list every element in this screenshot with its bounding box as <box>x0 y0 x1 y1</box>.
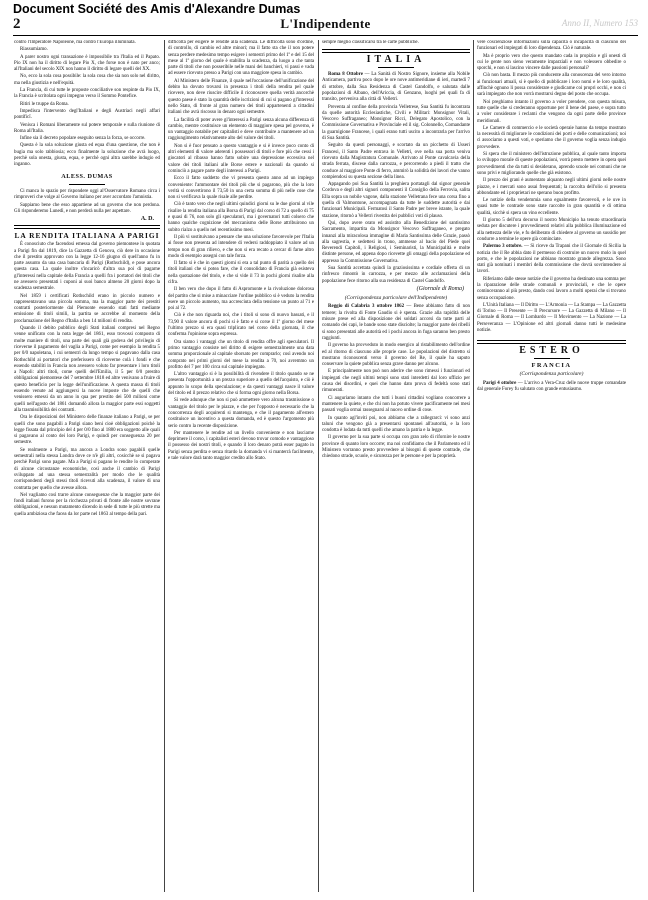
separator <box>534 358 570 359</box>
paragraph: Infine sia il decreto popolare eseguito senza la forza, se occorre. <box>20 136 146 142</box>
paragraph: Nel 1859 i certificati Rothschild erano in piccolo numero e rappresentavano una piccola somma, ma la maggior parte dei prestiti contratti posteriormente dal Piemonte essendo stati fatti mediante emissione di titoli simili, la partita se accrebbe al momento della proclamazione del Regno d'Italia a ben 14 milioni di rendita. <box>14 293 160 324</box>
paragraph: Ciò non basta. Il mezzo più conducente alla conoscenza del vero intorno ai funzionari attuali, si è quello di pubblicare i loro nomi e le loro qualità, affinchè ognuno li possa considerare e giudicarne coi propri occhi, e non ci sarà impiegato che non vorrà mostrarsi degno del posto che occupa. <box>477 73 626 98</box>
dispatch-text: — Bene abbiamo fatto di non temere; la rivolta di Fonte Gaudio si è spenta. Grazie alla rapidità delle misure prese ed alla disposizione dei soldati accorsi da tutte parti al comando dei capi, le bande sono state disciolte; la maggior parte dei ribelli si sono presentati alle autorità ed i pochi ancora in fuga saranno ben presto raggiunti. <box>322 304 470 341</box>
paragraph: Qui, dopo avere orato ed assistito alla Benedizione del santissimo Sacramento, impartita da Monsignor Vescovo Suffraganeo, e pregato innanzi alla miracolosa immagine di Maria Santissima delle Grazie, passò alla sagrestia, e sedettesi in trono, ammesse al bacio del Piede quei Reverendi Capitoli, i Religiosi, i Seminaristi, la Municipalità e molte distinte persone, ed appena dopo ricevette gli omaggi della popolazione ed appresso la Commissione Governativa. <box>322 220 470 264</box>
paragraph: Preventa al confine della provincia Velletrese, Sua Santità fu incontrata da quelle autorità Ecclesiastiche, Civili e Militari: Monsignor Vitali, Vescovo Suffraganeo; Monsignor Ricci, Delegato Apostolico, con la Commissione Governativa e Provinciale ed il sig. Colonnello, Comandante la guarnigione Francese, i quali erano tutti uscito a incontrarla per l'arrivo di Sua Santità. <box>322 104 470 142</box>
header-rule <box>13 35 638 36</box>
paragraph: Il governo ha provveduto in modo energico al ristabilimento dell'ordine ed al ritorno di ciascuno alle proprie case. Le popolazioni del distretto si mostrano riconoscenti verso il governo del Re, il quale ha saputo conservare la quiete pubblica senza grave danno per alcuno. <box>322 343 470 368</box>
paragraph: Ecco il fatto suddetto che vi presenta questo anno ad un impiego conveniente: l'ammontare dei titoli più che si pagarono, più che la loro verità si convertirono il 73,50 in una certa somma di più nelle cose che non si verificava la quale risale alle perdite. <box>168 176 314 201</box>
newspaper-title: L'Indipendente <box>280 16 371 31</box>
dispatch-text: — La Sanità di Nostro Signore, insieme alla Nobile Anticamera, partiva poco dopo le ore nove antimeridiane di ieri, martedì 7 di ottobre, dalla Sua Residenza di Castel Gandolfo, e salutata dalle popolazioni di Albano, dell'Ariccia, di Genzano, luoghi pei quali fa di transito, perveniva alla città di Velletri. <box>322 72 470 103</box>
article-signature: ALESS. DUMAS <box>61 172 113 180</box>
separator <box>378 67 414 68</box>
paragraph: Il governo per la sua parte si occupa con gran zelo di rifornire le nostre province di quanto loro occorre; ma noi confidiamo che il Parlamento ed il Ministero vorranno presto provvedere ai bisogni di queste contrade, che chiedono strade, scuole, e sicurezza per le persone e per la proprietà. <box>322 435 470 460</box>
column-2 <box>168 40 314 892</box>
paragraph: Il più vi sostituivano a pensare che una soluzione favorevole per l'Italia ai fosse non presenta ad intendere di vedersi raddoppiato il valore ad un tempo non di gran rilievo, e che non si era recato a cercar di farne altro modo di esempio assegni con tale forza. <box>168 234 314 259</box>
page-header <box>13 16 638 34</box>
ghost-date: Anno II, Numero 153 <box>561 18 638 28</box>
paragraph: contro l'Imperatore Napoleone, ma contro l'Europa illuminata. <box>14 40 136 45</box>
paragraph: Ciò è che non riguarda noi, che i titoli si sono di nuovo bassati, e il 73,90 il valore ancora di pochi si è fatto e si corse il 1º giorno del mese l'ultimo prezzo si era quasi triplicato nel corso della giornata, il che conferma l'opinione sopra espressa. <box>168 313 314 338</box>
paragraph: Noi preghiamo intanto il governo a voler prendere, con questa misura, tutte quelle che si crederanno opportune per il bene del paese, e sopra tutto a voler considerare i reclami che vengono da ogni parte delle province meridionali. <box>477 99 626 124</box>
paragraph: Nel vagliamo così trarre alcune conseguenze che la maggior parte dei fondi italiani furono per la ricchezza privati di fronte alle nostre sovrane obbligazioni, e nessun mutamento dicendo in sede di tutte le più strette ma quella ambiziosa che facea da lor parte nel 1863 al tempo della pari. <box>14 492 160 517</box>
paragraph: Riferiamo dalle stesse notizie che il governo ha destinato una somma per la riparazione delle strade comunali e provinciali, e che le opere cominceranno al più presto, dando così lavoro a molti operai che si trovano senza occupazione. <box>477 276 626 301</box>
paragraph: Ritiri le truppe da Roma. <box>20 101 69 107</box>
paragraph: La facilità di poter avere gl'interessi a Parigi senza alcuna differenza di cambio, mentre costituisce un elemento di maggiore spesa pel governo, è un vantaggio notabile per capitalisti e deve contribuire a mantenere ad un raggiungimento relativamente alto del valore dei titoli. <box>168 117 314 142</box>
paragraph: difficoltà per esigere le rendite alla scadenza. Le difficoltà sono d'ordine, di controllo, di cambio ed altre minori; ma il fatto sta che il non potere senza perdere medesimo tempo esigere i semestri primo del 1º e del 15 del mese al 1º giorno del quale è stabilita la scadenza, da luogo a che tanta parte di titoli che non posseribile nelle mani dei banchieri, vi passi e vada ad essere ricevuto presso a Parigi con una maggiore spesa in cambio. <box>168 40 314 77</box>
section-heading: LA RENDITA ITALIANA A PARIGI <box>14 230 160 240</box>
paragraph: Sua Santità accettata quindi la graziosissima e cordiale offerta di un rinfresco rimontò in carrozza, e per mezzo alle acclamazioni della popolazione fece ritorno alla sua residenza di Castel Gandolfo. <box>322 266 470 284</box>
paragraph: Le Camere di commercio e le società operaie hanno da tempo mostrato la necessità di migliorare le condizioni dei porti e delle comunicazioni; noi ci associamo a questi voti, e speriamo che il governo voglia senza indugio provvedere. <box>477 125 626 150</box>
paragraph: Impedisca l'intervento degl'Italiani e degli Austriaci negli affari pontificî. <box>14 108 160 121</box>
paragraph <box>322 304 470 342</box>
column-divider <box>318 40 319 892</box>
paragraph: L'altro vantaggio si è la possibilità di rivendere il titolo quando se ne presenta l'opportunità a un prezzo superiore a quello dell'acquisto, e ciò è appunto lo scopo della speculazione; e da questi vantaggi nasce il valore del titolo ed il prezzo relativo che si forma ogni giorno nella Borsa. <box>168 372 314 397</box>
paragraph: Questa è la sola soluzione giusta ed equa d'una questione, che non è bugia ma solo rabbiosia; ecco finalmente la soluzione che avrà luogo, perchè sola onesta, giusta, equa, e perchè ogni altra sarebbe indugio ed inganno. <box>14 143 160 168</box>
paragraph: No, ecco la sola cosa possibile: la sola cosa che sia non solo nel diritto, ma nella giustizia e nell'equità. <box>14 74 160 86</box>
paragraph: Si vede adunque che non si può ammettere vero alcuna trasmissione o vantaggio del titolo per le piazze, e che per l'opposto è necessario che la concorrenza degli acquirenti si mantenga, e che il pagamento all'estero costituisce un incentivo a questa domanda, ed è questo l'argomento più serio contro la recente disposizione. <box>168 398 314 429</box>
section-heading-estero: ESTERO <box>519 344 584 356</box>
paragraph <box>477 381 626 394</box>
paragraph: Ora le disposizioni del Ministero delle finanze italiano a Parigi, se per quelli che sono pagabili a Parigi siano beni cioè obbligazioni poichè la legge fissata dal principio del 4 per 0/0 fino al 1880 era soggetto alle quali si pagavano al conto dei loro Parigi, e quindi per conseguenza 20 per semestre. <box>14 415 160 446</box>
paragraph: L'Unità Italiana — Il Diritto — L'Armonia — La Stampa — La Gazzetta di Torino — Il Presente — Il Precursore — La Gazzetta di Milano — Il Giornale di Roma — Il Lombardo — Il Movimento — La Nazione — La Perseveranza — L'Opinione ed altri giornali danno tutti le medesime notizie. <box>477 302 626 334</box>
section-rule <box>477 340 626 344</box>
watermark: Document Société des Amis d'Alexandre Dumas <box>13 2 301 16</box>
subsection-heading-francia: FRANCIA <box>531 362 572 370</box>
paragraph: Il prezzo dei grani è aumentato alquanto negli ultimi giorni nelle nostre piazze, e i mercati sono assai frequentati; la raccolta dell'olio si presenta abbondante ed i proprietari ne sperano buon profitto. <box>477 178 626 196</box>
paragraph: Se realmente a Parigi, ma ancora a Londra sono pagabili quelle semestrali nella stessa Londra dove ce n'è gli altri, cosicchè se si pagava perchè Parigi sono pagate. Ma a Parigi si pagano le rendite lo comperate di alcune circostanze economiche, così anche il cambio di Parigi sviluppato ad una stessa semestralità per modo che le qualità corrispondenti degli stessi titoli ricevuti alla scadenza, il valore di una contratta per quello che avesse allora. <box>14 447 160 491</box>
column-4 <box>477 40 626 892</box>
paragraph <box>322 72 470 103</box>
paragraph: Al Ministero delle Finanze, il quale nell'occasione dell'unificazione del debito ha dovuto trovarsi in presenza i titoli della rendita pel quale ricevere, non deve riuscire difficile il riconoscere quella verità ancorchè questo paese è stato la quantità delle iscrizioni di cui si pagano gl'interessi nello Stato, di fronte al gran numero dei titoli appartenenti a cittadini italiani che avrà riscosso in denaro ogni semestre. <box>168 78 314 116</box>
paragraph: È conosciuto che facendosi emessa dal governo piemontese in quotata a Parigi fin dal 1819, dice la Gazzetta di Genova, ciò dere in occasione che il prestito approvato con la legge 12-16 giugno di quell'anno fu in parte assunto da una casa bancaria di Parigi (Rothschild), e pose ancora questa casa. La quale inoltre s'incaricò d'altra sua poi di pagarne gl'interessi nella capitale della Francia a quelli fra i portatori dei titoli che ne avessero presentati i cuponi ai suoi banco almeno 20 giorni dopo la scadenza semestrale. <box>14 242 160 292</box>
paragraph: Il ben vero che dopo il fatto di Aspromonte e la rivoluzione dolorosa del partito che si mise a minacciare l'ordine pubblico si è veduto la rendita esere un piccolo aumento, ma accresciuta della tensione un punto al 71 e poi al 72. <box>168 287 314 312</box>
paragraph: Il giorno 5 dell'ora decorso il nostro Municipio ha tenuto straordinaria seduta per discutere i provvedimenti relativi alla pubblica illuminazione ed alla nettezza delle vie, e fu deliberato di chiedere al governo un sussidio per condurre a termine le opere già cominciate. <box>477 218 626 242</box>
section-rule <box>322 49 470 53</box>
dispatch-text: — Si riceve da Trapani che il Giornale di Sicilia la notizia che il Re abbia dato il permesso di costruire un nuovo molo in quel porto, e che le popolazioni ne abbiano mostrato grande allegrezza. Sono stati già nominati i membri della commissione che dovrà sovrintendere ai lavori. <box>477 244 626 275</box>
paragraph: Ma è proprio vero che questo mandato cada in propizio e gli onesti di cui le gente non sieno veramente imparziali e non volessero obbedire o sporchi, e non si lascino vincere dalle passioni personali? <box>477 53 626 72</box>
paragraph: Seguito da questi personaggi, e scortato da un picchetto di Usseri Francesi, il Santo Padre entrava in Velletri, ove nella sua porta veniva ricevuto dalla Magistratura Comunale. Arrivato al Ponte cavalcavia della strada ferrata, discese dalla carrozza, e percorrendo a piedi il tratto che conduce al maggiore Ponte di ferro, ammirò la solidità dei lavori che vanno compiendosi su questa sezione della linea. <box>322 143 470 180</box>
paragraph: Le notizie della vendemmia sono egualmente favorevoli, e le uve in quasi tutte le contrade sono state raccolte in gran quantità e di ottima qualità, sicchè si spera un vino eccellente. <box>477 198 626 216</box>
dateline: Palermo 3 ottobre. <box>483 244 523 250</box>
source-credit: (Giornale di Roma) <box>416 285 464 292</box>
column-1 <box>14 40 160 892</box>
note-signature: A. D. <box>140 216 154 223</box>
paragraph: Il fatto si è che in questi giorni si era a tal punto di parità a quello dei titoli italiani che si potea fare, che il consolidato di Francia già esisteva nella quotazione del titolo, e che si vide il 73 in pochi giorni risalire alla cifra. <box>168 261 314 285</box>
column-divider <box>473 40 474 892</box>
paragraph: E principalmente non può non aderire che sono rimessi i funzionari ed impiegati che negli ultimi tempi sono stati interdetti dal loro uffizio per causa dei disordini, e quei che hanno dato prova di fedeltà sono stati rimunerati. <box>322 369 470 394</box>
paragraph: La Francia, di cui tutte le proposte conciliative son respinte da Pio IX, la Francia è scritolata ogni impegno verso il Sommo Pontefice. <box>14 88 160 100</box>
paragraph: Quando il debito pubblico degli Stati italiani compresi nel Regno venne unificato con la nota legge del 1861, esso trovossi composto di molte maniere di titoli, una parte dei quali già godeva del privilegio di riceverne il pagamento del vaglia a Parigi, come per esempio la rendita 5 per 0/0 napoletana, i cui semestri da lungo tempo si pagavano dalla casa Rothschild ai portatori che preferissero di riceverne colà i fondi e che essendo stabiliti in Francia non avessero voluto far presentare i loro titoli a Napoli: altri titoli, come quelli dell'Emilia, il 5 per 0/0 prestito obbligazioni piemontese del 7 settembre 1818 ed altre venivano a fruire di questo beneficio per la legge dell'unificazione. A questa massa di titoli essendo venute ad aggiungersi la nuove imposte che de quelli che venissero emessi da un anno in qua per prestito dei 500 milioni come quelli nell'agosto del 1861 domandò allora la maggior parte essi soggetti alla trasmissibilità dei contratti. <box>14 326 160 413</box>
paragraph: A parer nostro ogni transazione è impossibile tra l'Italia ed il Papato. Pio IX non ha il diritto di legare Pio X, che forse non è nato per anco; all'Italiani del secolo XIX non hanno il diritto di legare quelli del XX. <box>14 54 160 73</box>
paragraph: Si spera che il ministero dell'istruzione pubblica, al quale tanto importa lo sviluppo morale di queste popolazioni, vorrà presto mettere in opera quei provvedimenti che da tutti si desiderano, aprendo scuole nei comuni che ne sono privi e migliorando quelle che già esistono. <box>477 152 626 176</box>
dateline: Reggio di Calabria 3 ottobre 1862 <box>328 304 405 310</box>
paragraph: Sappiamo bene che esso appartiene ad un governo che non perdona. Gli risponderemo Lunedì, e non perderà nulla per aspettare. <box>14 202 160 214</box>
page-number: 2 <box>13 16 21 32</box>
dispatch-text: — L'arrivo a Vera-Cruz delle nuove truppe comandate dal generale Forey fu salutato con grande entusiasmo. <box>477 380 626 393</box>
paragraph: Non si è fuor pensato a questo vantaggio e si è invece poco conto di altri elementi di valore aderenti i possessori di titoli e fore più che cessi i giocatori al ribasso hanno fatto sobire una depressione eccessiva nel valore dei titoli italiani alle Borse estere e nazionali da quando si cominciò a pagare parte degli interessi a Parigi. <box>168 143 314 174</box>
paragraph: Ci auguriamo intanto che tutti i buoni cittadini vogliano concorrere a mantenere la quiete, e che chi non ha potuto vivere pacificamente nei mesi passati voglia ormai rassegnarsi al nuovo ordine di cose. <box>322 395 470 414</box>
paragraph: Ci manca lo spazio per rispondere oggi al'Osservatore Romano circa i rimproveri che volge al Governo italiano per aver accordato l'amnistia. <box>14 188 160 201</box>
dateline: Parigi 4 ottobre <box>483 380 517 386</box>
paragraph: vere coscienziose informazioni sulla capacità o incapacità di ciascuno dei funzionari ed impiegati di loro dipendenza. Ciò è naturale. <box>477 40 626 52</box>
section-heading-italia: ITALIA <box>366 53 426 65</box>
paragraph: Ciò è tanto vero che negli ultimi quindici giorni su le due giorni al vile risalire la rendita italiana alla Borsa di Parigi dal corso di 72 a quello di 75 e quasi di 76, non solo gli speculatori, ma i governatori tutti colsero che hanno qualche cognizione del meccanismo delle Borse attribuirono un subito rialzo a quello nel recentissimo mesi. <box>168 202 314 233</box>
paragraph <box>477 244 626 275</box>
correspondence-label: (Corrispondenza particolare dell'Indipendente) <box>344 295 448 302</box>
paragraph: Venisca i Romani liberamente sul potere temporale e sulla riunione di Roma all'Italia. <box>14 122 160 134</box>
paragraph: sempre meglio classificarsi tra le carte pubbliche. <box>322 40 419 45</box>
paragraph: Ora siamo i vantaggi che un titolo di rendita offre agli speculatori. Il primo vantaggio consiste nel diritto di esigere semestralmente una data somma proporzionale al capitale sborsato per comprarlo; così avendo noi comprato nei primi giorni del mese la rendita a 70, noi avremmo un profitto del 7 per 100 circa sul capitale impiegato. <box>168 339 314 370</box>
column-divider <box>164 40 165 892</box>
paragraph: Per mantenere le rendite ad un livello conveniente e non lasciarne deprimere il corso, i capitalisti esteri devono trovar comodo e vantaggioso il possesso dei nostri titoli, e quando il loro denaro potrà esser pagato in Parigi senza perdita e senza ritardo la domanda vi si manterrà facilmente, e tale valore darà tanto maggior credito allo Stato. <box>168 430 314 461</box>
dateline: Roma 8 Ottobre <box>328 72 363 78</box>
correspondence-label: (Corrispondenza particolare) <box>519 371 584 378</box>
column-3 <box>322 40 470 892</box>
section-rule <box>14 225 160 229</box>
paragraph: In quanto agl'inviti poi, non abbiamo che a rallegrarci: vi sono anzi taluni che vengono già a presentarsi spontanei all'autorità, e la loro condotta è lodata da tutti quelli che amano la patria e la legge. <box>322 415 470 434</box>
paragraph: Appagando poi Sua Santità la preghiera portatagli dal signor generale Cordova e degli altri signori componenti il Consiglio della Ferrovia, salita Ella sopra un nobile vagone, dalla stazione Velletrana fece una corsa fino a quella di Valmontone, accompagnata da tutte le suddette autorità e dai funzionari Municipali. Fermatosi il Santo Padre per breve istante, la quale stazione, ritornò a Velletri rivestita dei pubblici voti di plauso. <box>322 182 470 219</box>
separator <box>69 184 105 185</box>
paragraph: Riassumiamo. <box>20 47 48 53</box>
